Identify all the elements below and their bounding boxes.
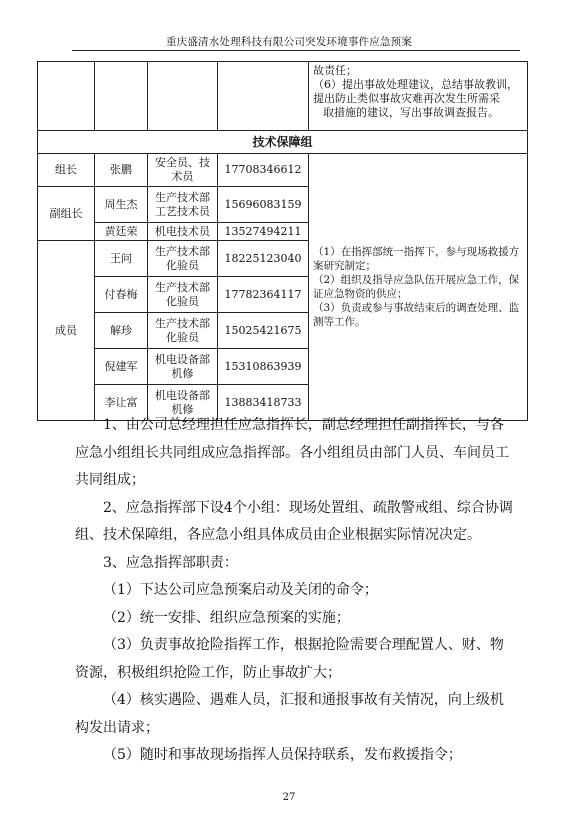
position-cell: 机电设备部机修 [148, 385, 218, 421]
role-cell: 组长 [38, 154, 95, 187]
paragraph: （5）随时和事故现场指挥人员保持联系，发布救援指令； [103, 747, 462, 763]
duty-line: 故责任； [313, 64, 357, 77]
phone-cell: 17708346612 [218, 154, 309, 187]
section-title: 技术保障组 [38, 131, 528, 154]
name-cell: 解珍 [95, 313, 148, 349]
duty-line: 取措施的建议，写出事故调查报告。 [323, 106, 499, 119]
duty-item: （2）组织及指导应急队伍开展应急工作，保证应急物资的供应； [313, 274, 520, 300]
table-cell [38, 62, 95, 131]
duty-line: 提出防止类似事故灾难再次发生所需采 [313, 92, 500, 105]
phone-cell: 18225123040 [218, 241, 309, 277]
position-cell: 机电设备部机修 [148, 349, 218, 385]
team-table [37, 61, 528, 421]
name-cell: 周生杰 [95, 187, 148, 223]
position-cell: 生产技术部化验员 [148, 313, 218, 349]
position-cell: 生产技术部化验员 [148, 277, 218, 313]
role-cell: 副组长 [38, 187, 95, 241]
page-header: 重庆盛清水处理科技有限公司突发环境事件应急预案 [165, 36, 413, 48]
table-row [38, 62, 528, 131]
duty-item: （1）在指挥部统一指挥下，参与现场救援方案研究制定； [313, 246, 520, 272]
role-cell: 成员 [38, 241, 95, 421]
table-cell [218, 62, 309, 131]
phone-cell: 15310863939 [218, 349, 309, 385]
duty-cell [309, 154, 528, 421]
name-cell: 倪建军 [95, 349, 148, 385]
duty-line: （6）提出事故处理建议，总结事故教训， [313, 78, 518, 91]
duty-item: （3）负责或参与事故结束后的调查处理、监测等工作。 [313, 302, 520, 328]
prior-duty-cell [309, 62, 528, 131]
table-row [38, 154, 528, 187]
paragraph: 1、由公司总经理担任应急指挥长，副总经理担任副指挥长，与各应急小组组长共同组成应急指挥部。各小组组员由部门人员、车间员工共同组成； [75, 417, 509, 488]
header-rule [72, 50, 520, 51]
page-number: 27 [282, 792, 296, 803]
paragraph: 2、应急指挥部下设4个小组：现场处置组、疏散警戒组、综合协调组、技术保障组，各应急小组具体成员由企业根据实际情况决定。 [75, 499, 513, 543]
position-cell: 机电技术员 [148, 223, 218, 241]
phone-cell: 17782364117 [218, 277, 309, 313]
paragraph: （3）负责事故抢险指挥工作，根据抢险需要合理配置人、财、物资源，积极组织抢险工作，防止事故扩大； [75, 637, 504, 681]
paragraph: （2）统一安排、组织应急预案的实施； [103, 609, 350, 626]
paragraph: 3、应急指挥部职责： [103, 554, 238, 571]
position-cell: 安全员、技术员 [148, 154, 218, 187]
table-cell [95, 62, 148, 131]
paragraph: （1）下达公司应急预案启动及关闭的命令； [103, 582, 378, 598]
position-cell: 生产技术部化验员 [148, 241, 218, 277]
phone-cell: 15696083159 [218, 187, 309, 223]
body-text [75, 412, 515, 770]
position-cell: 生产技术部工艺技术员 [148, 187, 218, 223]
phone-cell: 13527494211 [218, 223, 309, 241]
phone-cell: 15025421675 [218, 313, 309, 349]
section-row [38, 131, 528, 154]
paragraph: （4）核实遇险、遇难人员，汇报和通报事故有关情况，向上级机构发出请求； [75, 692, 504, 736]
name-cell: 黄廷荣 [95, 223, 148, 241]
table-cell [148, 62, 218, 131]
phone-cell: 13883418733 [218, 385, 309, 421]
name-cell: 张鹏 [95, 154, 148, 187]
name-cell: 王问 [95, 241, 148, 277]
name-cell: 付春梅 [95, 277, 148, 313]
name-cell: 李让富 [95, 385, 148, 421]
